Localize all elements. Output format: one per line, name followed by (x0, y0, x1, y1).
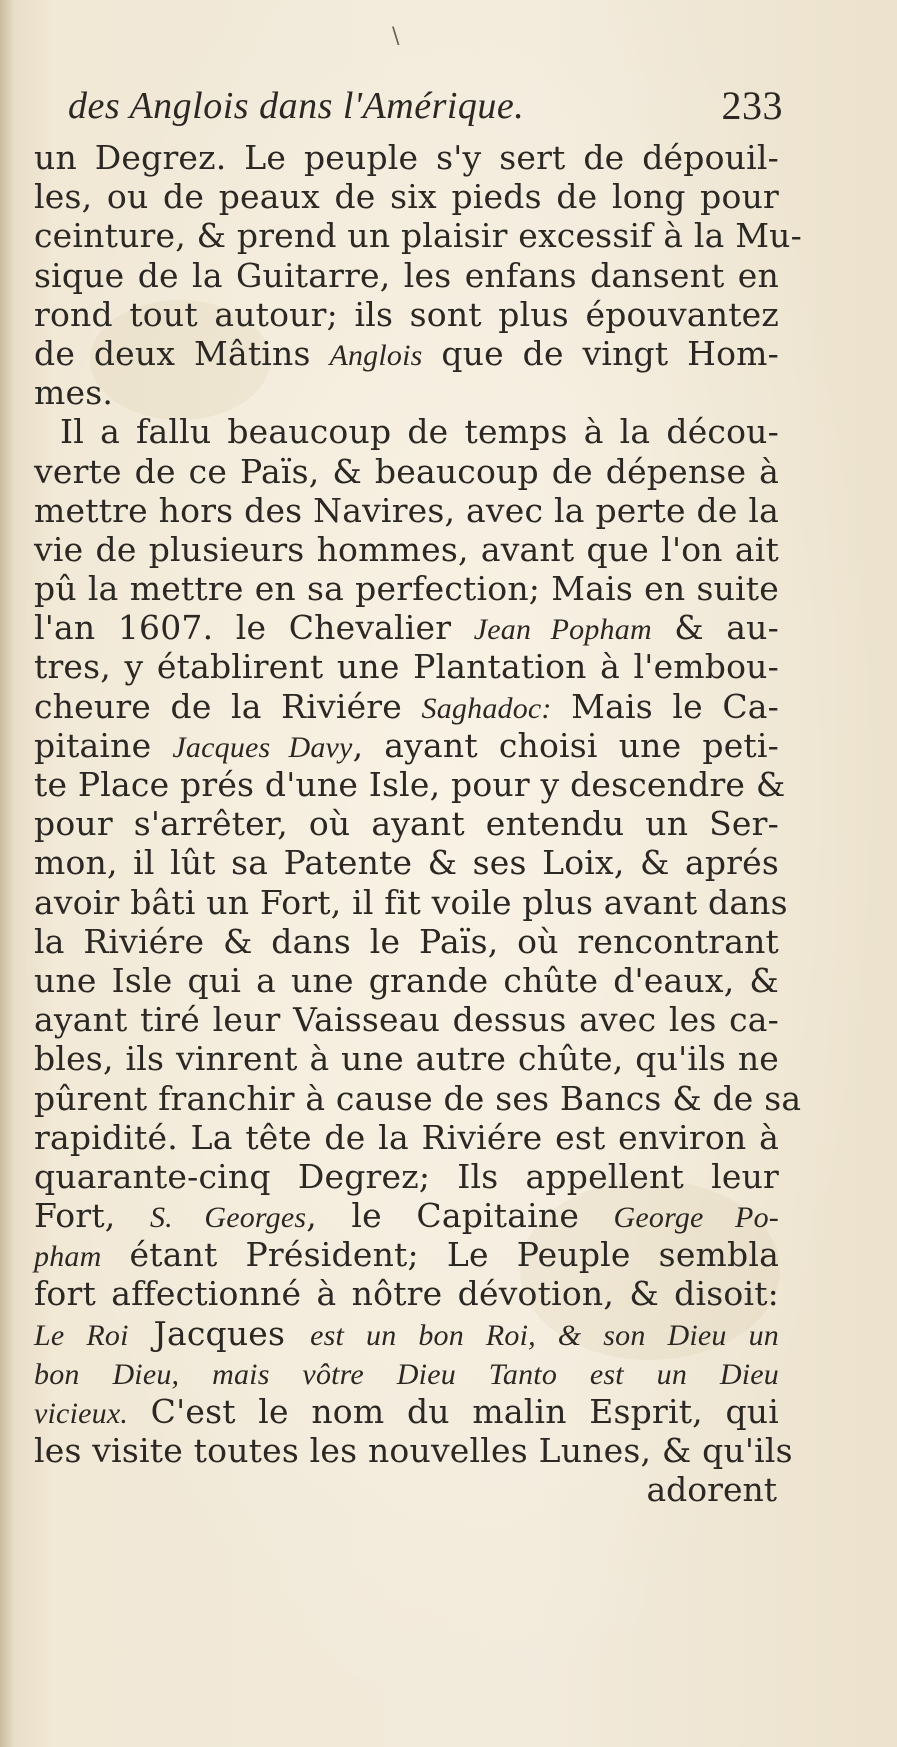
text-line (34, 334, 779, 373)
text-segment: de deux Mâtins (34, 333, 330, 373)
text-segment: cheure de la Riviére (34, 686, 422, 726)
text-line (34, 1196, 779, 1235)
text-segment: pitaine (34, 725, 173, 765)
catchword: adorent (646, 1470, 777, 1510)
text-segment: mon, il lût sa Patente & ses Loix, & aprés (34, 843, 779, 883)
text-segment: , ayant choisi une peti- (352, 725, 779, 765)
italic-text: est un bon Roi, & son Dieu un (310, 1318, 779, 1352)
italic-text: Saghadoc: (421, 691, 552, 725)
text-line (34, 765, 786, 804)
body-text (34, 138, 802, 1471)
italic-text: pham (34, 1240, 102, 1274)
text-line (34, 138, 779, 177)
text-line (34, 1314, 779, 1353)
text-line (34, 1118, 779, 1157)
text-line (34, 373, 779, 412)
text-segment: les, ou de peaux de six pieds de long pour (34, 177, 779, 217)
italic-text: Le Roi (34, 1318, 129, 1352)
text-segment: rond tout autour; ils sont plus épouvantez (34, 294, 779, 334)
text-segment: Il a fallu beaucoup de temps à la décou- (60, 412, 779, 452)
text-segment: une Isle qui a une grande chûte d'eaux, & (34, 960, 779, 1000)
text-segment: & au- (651, 608, 779, 648)
ink-mark: \ (392, 24, 400, 49)
italic-text: Anglois (329, 338, 423, 372)
italic-text: bon Dieu, mais vôtre Dieu Tanto est un Dieu (34, 1357, 779, 1391)
text-segment: pûrent franchir à cause de ses Bancs & de sa (34, 1078, 802, 1118)
text-line (34, 882, 788, 922)
text-segment: mettre hors des Navires, avec la perte de la (34, 490, 779, 530)
text-line (34, 1392, 779, 1431)
text-line (34, 412, 779, 451)
running-title: des Anglois dans l'Amérique. (68, 85, 525, 127)
italic-text: vicieux. (34, 1397, 129, 1430)
text-line (34, 1039, 779, 1078)
text-segment: Mais le Ca- (551, 686, 780, 726)
text-segment: , le Capitaine (306, 1196, 614, 1236)
text-segment: l'an 1607. le Chevalier (34, 608, 474, 648)
text-segment: quarante-cinq Degrez; Ils appellent leur (34, 1156, 779, 1196)
text-line (34, 804, 779, 843)
text-line (34, 1235, 779, 1274)
text-segment: pour s'arrêter, où ayant entendu un Ser- (34, 804, 779, 844)
text-line (34, 961, 779, 1000)
text-segment: Jacques (128, 1313, 311, 1353)
text-segment: sique de la Guitarre, les enfans dansent en (34, 255, 779, 295)
text-line (34, 295, 779, 334)
text-segment: les visite toutes les nouvelles Lunes, & qu'ils (34, 1431, 793, 1471)
text-segment: la Riviére & dans le Païs, où rencontrant (34, 921, 779, 961)
text-line (34, 1078, 802, 1118)
text-line (34, 530, 779, 569)
text-segment: rapidité. La tête de la Riviére est environ à (34, 1117, 779, 1157)
italic-text: Jacques Davy (172, 730, 353, 764)
text-segment: mes. (34, 373, 114, 413)
text-line (34, 1157, 779, 1196)
text-line (34, 1000, 779, 1039)
text-segment: que de vingt Hom- (422, 333, 779, 373)
page-number: 233 (721, 83, 783, 128)
text-segment: C'est le nom du malin Esprit, qui (128, 1392, 779, 1431)
text-line (34, 687, 779, 726)
text-segment: verte de ce Païs, & beaucoup de dépense à (34, 451, 779, 491)
text-segment: ayant tiré leur Vaisseau dessus avec les ca- (34, 1000, 779, 1040)
italic-text: Jean Popham (473, 613, 652, 647)
text-segment: vie de plusieurs hommes, avant que l'on ait (34, 529, 779, 569)
text-segment: un Degrez. Le peuple s'y sert de dépouil- (34, 138, 779, 177)
text-segment: étant Président; Le Peuple sembla (101, 1235, 779, 1275)
text-line (34, 569, 779, 608)
italic-text: S. Georges (149, 1201, 307, 1235)
text-line (34, 608, 779, 647)
text-segment: Fort, (34, 1196, 150, 1236)
text-line (34, 726, 779, 765)
text-segment: ceinture, & prend un plaisir excessif à la Mu- (34, 216, 802, 256)
page-text (34, 82, 802, 1510)
italic-text: George Po- (613, 1201, 779, 1235)
text-segment: fort affectionné à nôtre dévotion, & disoit: (34, 1274, 779, 1314)
text-line (34, 1274, 779, 1313)
page-gutter-shadow (0, 0, 14, 1747)
text-segment: pû la mettre en sa perfection; Mais en suite (34, 569, 779, 609)
text-line (34, 177, 779, 216)
text-segment: tres, y établirent une Plantation à l'embou- (34, 647, 779, 687)
text-line (34, 256, 779, 295)
text-line (34, 452, 779, 491)
text-line (34, 1431, 793, 1471)
text-segment: te Place prés d'une Isle, pour y descendre & (34, 765, 786, 804)
text-line (34, 216, 802, 256)
running-header (34, 82, 783, 138)
text-line (34, 491, 779, 530)
text-line (34, 1353, 779, 1392)
text-line (34, 647, 779, 686)
text-line (34, 922, 779, 961)
text-line (34, 843, 779, 882)
text-segment: bles, ils vinrent à une autre chûte, qu'ils ne (34, 1039, 779, 1079)
text-segment: avoir bâti un Fort, il fit voile plus avant dans (34, 882, 788, 922)
